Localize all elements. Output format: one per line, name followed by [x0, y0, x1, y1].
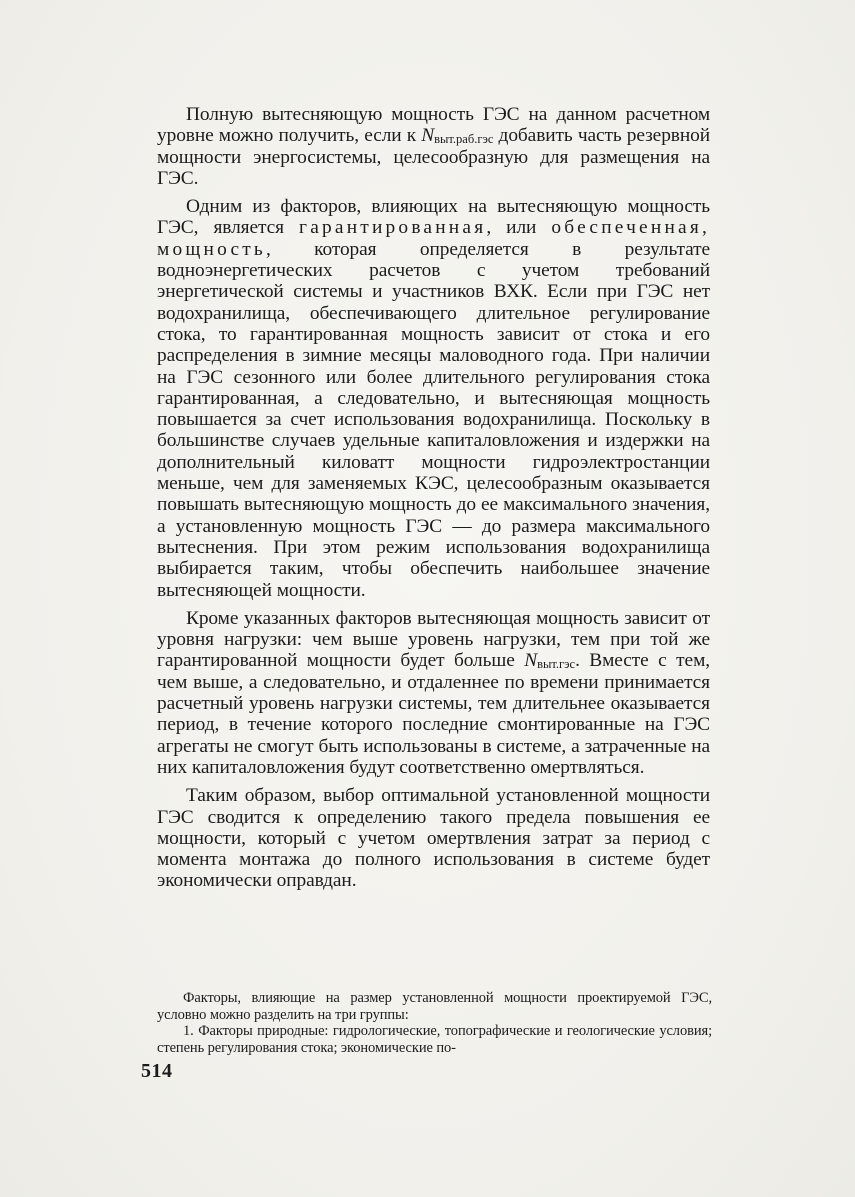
variable-symbol: N	[421, 125, 435, 147]
page-number: 514	[141, 1060, 173, 1082]
paragraph: Полную вытесняющую мощность ГЭС на данном расчетном уровне можно получить, если к $N_{выт.раб.гэс}$ добавить часть резервной мощности энергосистемы, целесообразную для размещения на ГЭС.	[157, 104, 710, 189]
paragraph: Кроме указанных факторов вытесняющая мощность зависит от уровня нагрузки: чем выше уровень нагрузки, тем при той же гарантированной мощности будет больше $N_{выт.гэс}$. Вместе с тем, чем выше, а следовательно, и отдаленнее по времени принимается расчетный уровень нагрузки системы, тем длительнее оказывается период, в течение которого последние смонтированные на ГЭС агрегаты не смогут быть использованы в системе, а затраченные на них капиталовложения будут соответственно омертвляться.	[157, 607, 710, 778]
footnote	[157, 990, 712, 1056]
variable-subscript: выт.гэс	[537, 657, 576, 672]
spaced-emphasis: гарантированная	[299, 217, 487, 239]
variable-subscript: выт.раб.гэс	[434, 132, 494, 147]
paragraph: Одним из факторов, влияющих на вытесняющую мощность ГЭС, является гарантированная, или обеспеченная, мощность, которая определяется в результате водноэнергетических расчетов с учетом требований энергетической системы и участников ВХК. Если при ГЭС нет водохранилища, обеспечивающего длительное регулирование стока, то гарантированная мощность зависит от стока и его распределения в зимние месяцы маловодного года. При наличии на ГЭС сезонного или более длительного регулирования стока гарантированная, а следовательно, и вытесняющая мощность повышается за счет использования водохранилища. Поскольку в большинстве случаев удельные капиталовложения и издержки на дополнительный киловатт мощности гидроэлектростанции меньше, чем для заменяемых КЭС, целесообразным оказывается повышать вытесняющую мощность до ее максимального значения, а установленную мощность ГЭС — до размера максимального вытеснения. При этом режим использования водохранилища выбирается таким, чтобы обеспечить наибольшее значение вытесняющей мощности.	[157, 196, 710, 601]
main-text	[157, 104, 710, 892]
footnote-item-1: 1. Факторы природные: гидрологические, топографические и геологические условия; степень регулирования стока; экономические по-	[157, 1023, 712, 1056]
footnote-intro: Факторы, влияющие на размер установленной мощности проектируемой ГЭС, условно можно разделить на три группы:	[157, 990, 712, 1023]
variable-symbol: N	[524, 650, 538, 672]
spaced-emphasis: обеспеченная, мощность	[157, 217, 710, 260]
paragraph: Таким образом, выбор оптимальной установленной мощности ГЭС сводится к определению такого предела повышения ее мощности, который с учетом омертвления затрат за период с момента монтажа до полного использования в системе будет экономически оправдан.	[157, 785, 710, 892]
